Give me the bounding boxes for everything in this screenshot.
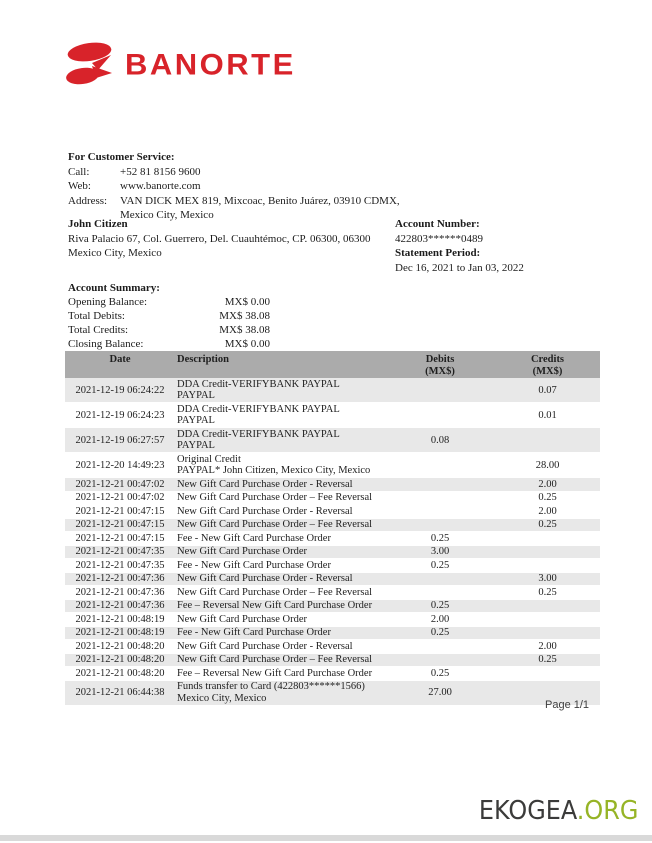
transaction-row [65, 640, 600, 654]
transaction-row [65, 573, 600, 587]
transaction-description: New Gift Card Purchase Order - Reversal [177, 505, 353, 517]
transaction-description: DDA Credit-VERIFYBANK PAYPAL PAYPAL [177, 378, 340, 401]
transaction-row [65, 505, 600, 519]
transaction-credit [495, 532, 600, 545]
transaction-credit [495, 546, 600, 559]
summary-label: Total Credits: [68, 324, 129, 336]
transaction-credit: 0.01 [538, 409, 557, 421]
page-number: Page 1/1 [545, 699, 590, 711]
transaction-debit [385, 453, 495, 477]
transaction-description: New Gift Card Purchase Order – Fee Reversal [177, 519, 373, 530]
col-credits-header: Credits (MX$) [530, 354, 565, 377]
transaction-date: 2021-12-19 06:27:57 [75, 434, 165, 446]
transaction-row [65, 613, 600, 627]
transaction-credit [495, 559, 600, 572]
transaction-debit: 0.25 [430, 600, 450, 612]
transaction-row [65, 600, 600, 614]
account-number-label: Account Number: [395, 218, 480, 230]
summary-value: MX$ 38.08 [219, 324, 270, 336]
transaction-row [65, 492, 600, 506]
watermark-tld: .ORG [576, 796, 638, 826]
address-label: Address: [68, 194, 108, 207]
transaction-row [65, 478, 600, 492]
account-holder-section [68, 217, 404, 261]
transaction-row [65, 681, 600, 706]
transaction-date: 2021-12-21 00:47:15 [75, 532, 165, 544]
summary-row [68, 309, 270, 323]
transaction-date: 2021-12-21 00:47:36 [75, 573, 165, 585]
summary-row [68, 323, 270, 337]
summary-row [68, 295, 270, 309]
transaction-description: DDA Credit-VERIFYBANK PAYPAL PAYPAL [177, 403, 340, 426]
transaction-date: 2021-12-21 06:44:38 [75, 687, 165, 698]
transaction-debit: 2.00 [430, 613, 450, 625]
transaction-description: New Gift Card Purchase Order [177, 546, 308, 557]
transaction-date: 2021-12-21 00:47:02 [75, 492, 165, 504]
transaction-debit: 0.08 [430, 434, 450, 446]
transaction-debit [385, 378, 495, 402]
account-summary-section [68, 281, 270, 351]
transaction-description: New Gift Card Purchase Order – Fee Reversal [177, 492, 373, 503]
transaction-debit [385, 640, 495, 653]
transaction-date: 2021-12-21 00:47:35 [75, 546, 165, 558]
summary-value: MX$ 0.00 [224, 296, 270, 308]
transaction-date: 2021-12-21 00:48:20 [75, 667, 165, 679]
transaction-date: 2021-12-21 00:48:19 [75, 627, 165, 639]
address-value: VAN DICK MEX 819, Mixcoac, Benito Juárez, 03910 CDMX, Mexico City, Mexico [120, 194, 400, 221]
transaction-credit [495, 613, 600, 626]
transaction-row [65, 453, 600, 478]
transaction-description: Fee - New Gift Card Purchase Order [177, 532, 331, 544]
transaction-row [65, 559, 600, 573]
transaction-credit: 0.25 [538, 586, 557, 598]
transaction-row [65, 586, 600, 600]
call-value: +52 81 8156 9600 [120, 165, 201, 178]
transaction-debit [385, 478, 495, 491]
transaction-date: 2021-12-19 06:24:22 [75, 384, 165, 396]
transaction-date: 2021-12-21 00:47:36 [75, 600, 165, 612]
transaction-credit: 0.25 [538, 492, 557, 504]
col-date-header: Date [109, 354, 131, 365]
statement-period-label: Statement Period: [395, 247, 481, 259]
account-number-value: 422803******0489 [395, 232, 483, 245]
transaction-debit [385, 505, 495, 518]
transaction-row [65, 378, 600, 403]
transaction-date: 2021-12-21 00:48:20 [75, 640, 165, 652]
account-holder-name: John Citizen [68, 218, 128, 230]
transaction-description: New Gift Card Purchase Order – Fee Reversal [177, 654, 373, 665]
watermark-name: EKOGEA [478, 796, 577, 826]
transaction-description: Fee - New Gift Card Purchase Order [177, 559, 331, 571]
transaction-debit: 0.25 [430, 559, 450, 571]
transaction-debit [385, 573, 495, 586]
account-info-section [395, 217, 605, 275]
transaction-debit: 27.00 [428, 687, 452, 698]
web-label: Web: [68, 180, 91, 192]
transaction-description: DDA Credit-VERIFYBANK PAYPAL PAYPAL [177, 428, 340, 451]
transactions-table [65, 351, 600, 706]
transaction-description: New Gift Card Purchase Order [177, 613, 308, 625]
transaction-description: New Gift Card Purchase Order - Reversal [177, 573, 353, 584]
transaction-row [65, 546, 600, 560]
customer-service-web-row [68, 179, 422, 194]
transaction-debit [385, 492, 495, 505]
transaction-description: Funds transfer to Card (422803******1566) Mexico City, Mexico [177, 681, 365, 704]
transaction-debit: 0.25 [430, 667, 450, 679]
customer-service-heading: For Customer Service: [68, 151, 175, 163]
account-summary-heading: Account Summary: [68, 282, 160, 294]
transaction-credit: 0.25 [538, 654, 557, 666]
transaction-credit [495, 627, 600, 640]
ekogea-watermark [478, 796, 638, 826]
call-label: Call: [68, 165, 90, 178]
transaction-date: 2021-12-21 00:48:20 [75, 654, 165, 666]
transaction-description: Original Credit PAYPAL* John Citizen, Mexico City, Mexico [177, 453, 371, 476]
banorte-logo-icon [66, 42, 116, 88]
summary-value: MX$ 0.00 [224, 338, 270, 350]
transaction-description: Fee – Reversal New Gift Card Purchase Order [177, 600, 373, 611]
transactions-body [65, 378, 600, 706]
transaction-credit: 3.00 [538, 573, 557, 585]
transaction-credit: 0.25 [538, 519, 557, 531]
statement-period-value: Dec 16, 2021 to Jan 03, 2022 [395, 261, 524, 274]
transaction-debit [385, 519, 495, 532]
transaction-description: New Gift Card Purchase Order - Reversal [177, 478, 353, 490]
transaction-credit: 2.00 [538, 505, 557, 517]
transaction-debit [385, 403, 495, 427]
transaction-credit: 28.00 [535, 459, 560, 471]
transaction-date: 2021-12-21 00:48:19 [75, 613, 165, 625]
transaction-date: 2021-12-21 00:47:36 [75, 586, 165, 598]
transaction-date: 2021-12-21 00:47:15 [75, 519, 165, 531]
summary-label: Closing Balance: [68, 338, 144, 350]
banorte-logo [66, 42, 296, 88]
account-holder-address: Riva Palacio 67, Col. Guerrero, Del. Cuauhtémoc, CP. 06300, 06300 Mexico City, Mexico [68, 232, 371, 259]
transaction-date: 2021-12-20 14:49:23 [75, 459, 165, 471]
transaction-date: 2021-12-21 00:47:35 [75, 559, 165, 571]
transaction-date: 2021-12-19 06:24:23 [75, 409, 165, 421]
transaction-row [65, 654, 600, 668]
transaction-row [65, 403, 600, 428]
banorte-wordmark: BANORTE [125, 47, 296, 82]
transaction-debit: 0.25 [430, 532, 450, 544]
bottom-bar [0, 835, 652, 841]
transaction-credit: 0.07 [538, 384, 557, 396]
transaction-date: 2021-12-21 00:47:15 [75, 505, 165, 517]
customer-service-call-row [68, 165, 422, 180]
transaction-row [65, 532, 600, 546]
summary-value: MX$ 38.08 [219, 310, 270, 322]
col-debits-header: Debits (MX$) [425, 354, 455, 377]
transaction-description: New Gift Card Purchase Order - Reversal [177, 640, 353, 652]
transaction-debit: 3.00 [430, 546, 450, 558]
transaction-credit [495, 667, 600, 680]
transaction-row [65, 627, 600, 641]
transaction-row [65, 667, 600, 681]
transaction-description: Fee – Reversal New Gift Card Purchase Order [177, 667, 373, 679]
col-description-header: Description [177, 354, 229, 365]
summary-row [68, 337, 270, 351]
transaction-credit: 2.00 [538, 478, 557, 490]
transaction-debit [385, 586, 495, 599]
transaction-row [65, 519, 600, 533]
transaction-credit [495, 428, 600, 452]
transaction-description: New Gift Card Purchase Order – Fee Reversal [177, 586, 373, 598]
transactions-header [65, 351, 600, 378]
web-value: www.banorte.com [120, 180, 201, 192]
transaction-debit: 0.25 [430, 627, 450, 639]
transaction-credit: 2.00 [538, 640, 557, 652]
summary-label: Total Debits: [68, 310, 125, 322]
transaction-date: 2021-12-21 00:47:02 [75, 478, 165, 490]
transaction-description: Fee - New Gift Card Purchase Order [177, 627, 331, 638]
customer-service-section [68, 150, 422, 223]
transaction-debit [385, 654, 495, 667]
transaction-row [65, 428, 600, 453]
transaction-credit [495, 600, 600, 613]
summary-label: Opening Balance: [68, 296, 148, 308]
